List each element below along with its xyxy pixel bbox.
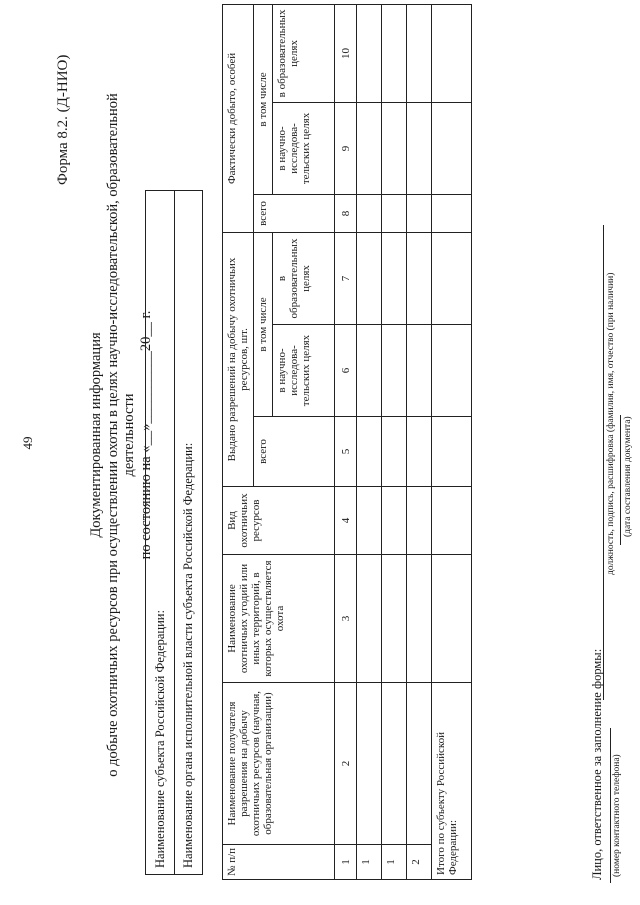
- column-number: 2: [335, 683, 357, 845]
- header-row-1: [223, 4, 254, 879]
- column-number: 1: [335, 845, 357, 880]
- subject-info-box: [145, 190, 203, 875]
- table-cell: [432, 325, 472, 417]
- table-cell: [382, 325, 407, 417]
- header-num: № п/п: [223, 845, 335, 880]
- page-number: 49: [20, 436, 35, 450]
- date-line: [620, 415, 621, 545]
- table-cell: [357, 487, 382, 555]
- date-hint: (дата составления документа): [623, 416, 633, 537]
- table-cell: [382, 232, 407, 324]
- subject-box-divider: [174, 191, 175, 874]
- table-cell: 1: [382, 845, 407, 880]
- table-cell: [382, 487, 407, 555]
- header-recipient: Наименование получателя разрешения на добычу охотничьих ресурсов (научная, образовательная организации): [223, 683, 335, 845]
- table-cell: 1: [357, 845, 382, 880]
- title-line-1: Документированная информация: [88, 332, 104, 538]
- header-actual-including: в том числе: [254, 4, 273, 194]
- column-number: 5: [335, 417, 357, 487]
- signature-hint: должность, подпись, расшифровка (фамилия, имя, отчество (при наличии): [606, 272, 616, 575]
- table-cell: [432, 417, 472, 487]
- table-cell: [357, 102, 382, 194]
- subject-name-label: Наименование субъекта Российской Федерации:: [153, 610, 167, 868]
- header-issued-scientific: в научно-исследова-тельских целях: [273, 325, 335, 417]
- table-cell: [432, 232, 472, 324]
- table-cell: [407, 555, 432, 683]
- header-actual-total: всего: [254, 194, 335, 232]
- total-row: [432, 4, 472, 879]
- table-cell: [357, 417, 382, 487]
- table-row: [357, 4, 382, 879]
- authority-name-label: Наименование органа исполнительной власти субъекта Российской Федерации:: [181, 442, 195, 868]
- harvest-table: [222, 4, 472, 880]
- header-actual-educational: в образовательных целях: [273, 4, 335, 102]
- table-cell: [407, 487, 432, 555]
- table-cell: [432, 487, 472, 555]
- table-cell: [407, 102, 432, 194]
- column-number: 4: [335, 487, 357, 555]
- responsible-person-label: Лицо, ответственное за заполнение формы:: [590, 648, 604, 880]
- header-issued-including: в том числе: [254, 232, 273, 416]
- column-number: 8: [335, 194, 357, 232]
- header-issued-group: Выдано разрешений на добычу охотничьих ресурсов, шт.: [223, 232, 254, 486]
- signature-line: [603, 225, 604, 700]
- table-cell: [357, 4, 382, 102]
- table-cell: [432, 4, 472, 102]
- table-cell: [357, 232, 382, 324]
- table-cell: [357, 194, 382, 232]
- table-row: [382, 4, 407, 879]
- phone-hint: (номер контактного телефона): [612, 754, 622, 877]
- header-territory: Наименование охотничьих угодий или иных территорий, в которых осуществляется охота: [223, 555, 335, 683]
- total-label: Итого по субъекту Российской Федерации:: [432, 683, 472, 880]
- table-cell: [407, 4, 432, 102]
- table-cell: [407, 232, 432, 324]
- phone-line: [610, 728, 611, 883]
- column-number: 3: [335, 555, 357, 683]
- table-cell: [382, 102, 407, 194]
- table-cell: [382, 194, 407, 232]
- table-cell: [382, 683, 407, 845]
- title-line-3: по состоянию на «__»__________20__ г.: [137, 310, 154, 560]
- table-cell: [432, 102, 472, 194]
- title-line-2: о добыче охотничьих ресурсов при осуществлении охоты в целях научно-исследовательской, образовательной деятельности: [104, 93, 137, 777]
- column-number: 10: [335, 4, 357, 102]
- table-cell: [407, 194, 432, 232]
- form-label: Форма 8.2. (Д-НИО): [55, 54, 71, 185]
- table-cell: [357, 683, 382, 845]
- header-actual-group: Фактически добыто, особей: [223, 4, 254, 232]
- table-cell: [357, 555, 382, 683]
- header-actual-scientific: в научно-исследова-тельских целях: [273, 102, 335, 194]
- table-cell: [382, 4, 407, 102]
- table-cell: [432, 194, 472, 232]
- column-number: 7: [335, 232, 357, 324]
- column-number: 6: [335, 325, 357, 417]
- table-cell: [432, 555, 472, 683]
- table-cell: [382, 417, 407, 487]
- header-issued-total: всего: [254, 417, 335, 487]
- table-row: [407, 4, 432, 879]
- header-resource-type: Вид охотничьих ресурсов: [223, 487, 335, 555]
- table-cell: [407, 417, 432, 487]
- header-issued-educational: в образовательных целях: [273, 232, 335, 324]
- column-number: 9: [335, 102, 357, 194]
- table-cell: 2: [407, 845, 432, 880]
- table-cell: [407, 683, 432, 845]
- table-cell: [382, 555, 407, 683]
- table-cell: [357, 325, 382, 417]
- table-cell: [407, 325, 432, 417]
- column-number-row: [335, 4, 357, 879]
